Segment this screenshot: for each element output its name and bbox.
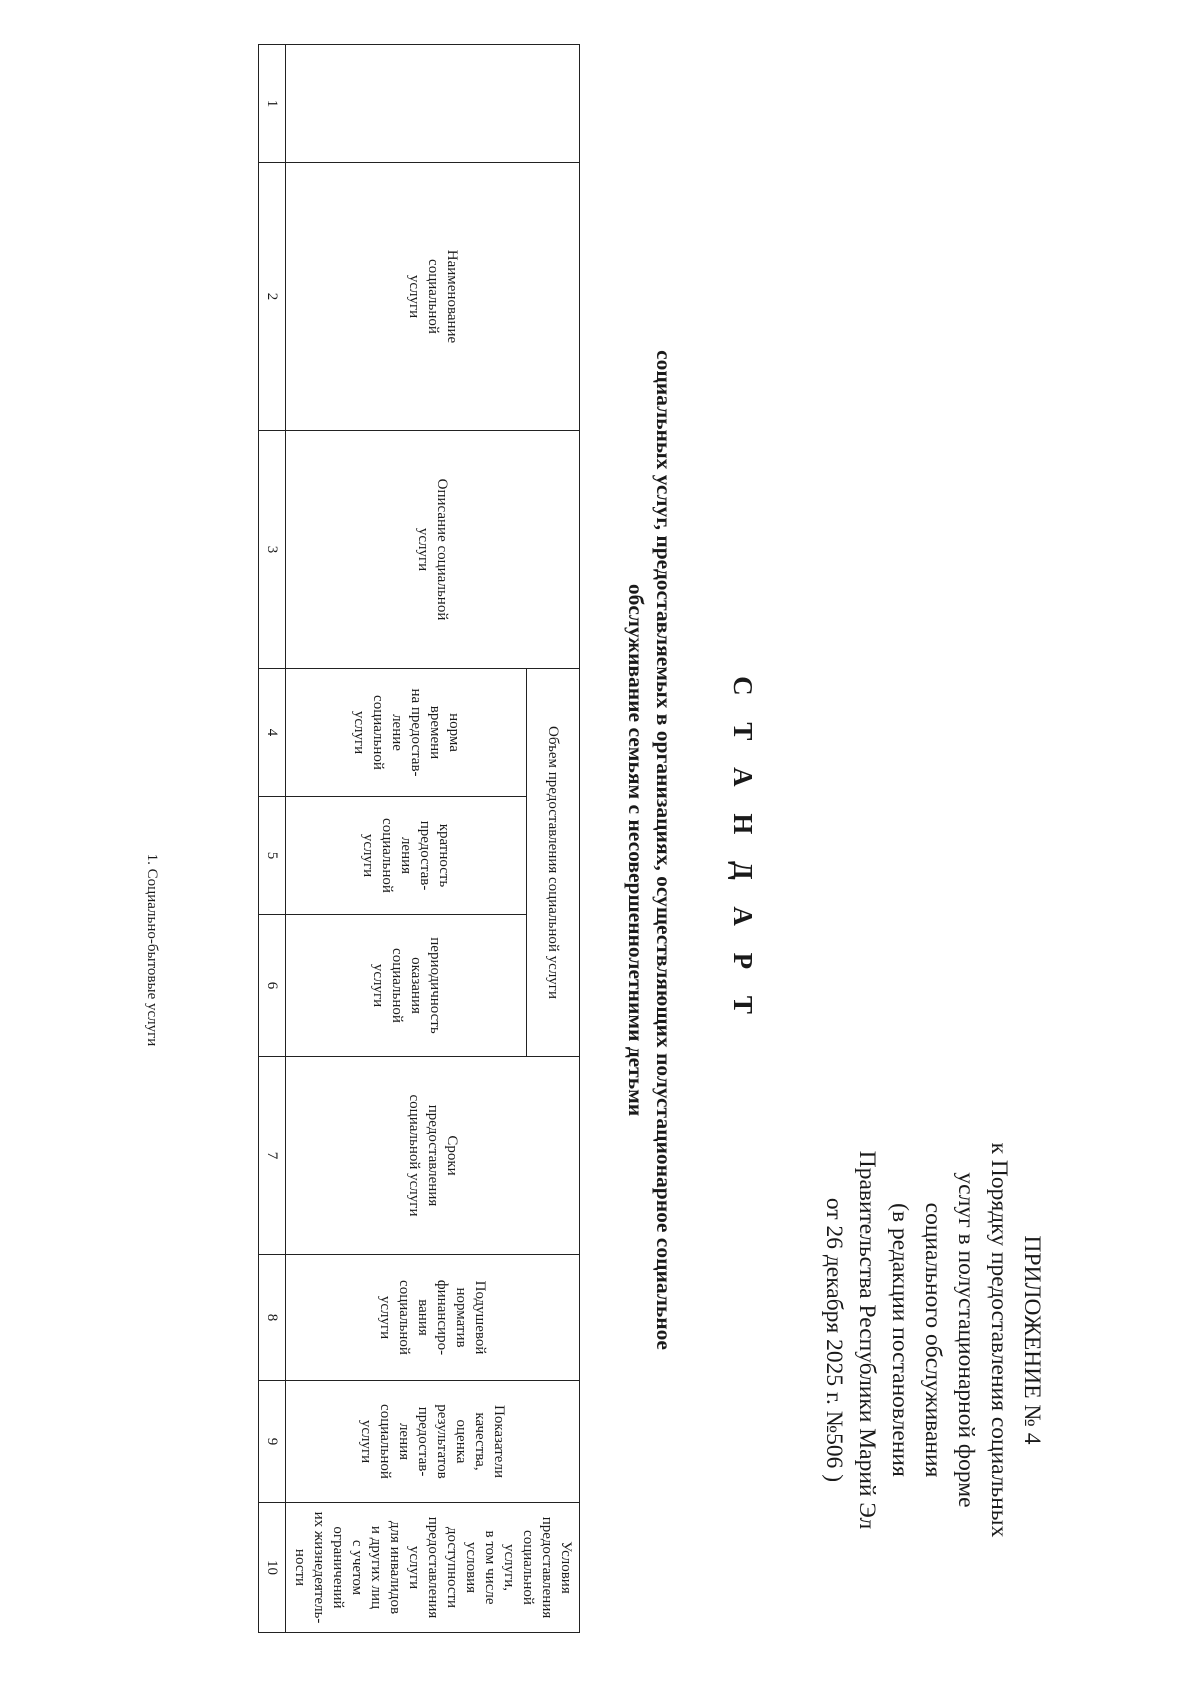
header-financing-norm <box>286 1255 580 1381</box>
header-line: ление <box>389 714 405 751</box>
header-provision-conditions <box>286 1503 580 1633</box>
appendix-line: услуг в полустационарной форме <box>953 1172 979 1508</box>
header-line: в том числе условия <box>463 1530 498 1605</box>
standard-table <box>258 44 580 1633</box>
header-col-1 <box>286 45 580 163</box>
appendix-line: к Порядку предоставления социальных <box>986 1142 1012 1538</box>
header-line: ности <box>292 1548 308 1587</box>
header-line: Условия <box>558 1541 574 1594</box>
header-line: норма <box>446 713 462 752</box>
column-number: 8 <box>259 1255 286 1381</box>
header-line: услуги <box>415 527 432 572</box>
appendix-line: Правительства Республики Марий Эл <box>854 1150 880 1530</box>
header-line: услуги <box>351 710 367 755</box>
column-number: 4 <box>259 669 286 797</box>
header-service-name <box>286 163 580 431</box>
header-line: оценка <box>453 1419 470 1464</box>
header-line: услуги <box>358 1419 375 1464</box>
header-line: Описание социальной <box>434 478 451 621</box>
header-line: социальной <box>379 818 396 893</box>
header-line: вания <box>415 1299 432 1336</box>
document-title: С Т А Н Д А Р Т <box>728 676 758 1024</box>
appendix-line: ПРИЛОЖЕНИЕ № 4 <box>1019 1235 1045 1445</box>
header-line: их жизнедеятель- <box>311 1511 327 1624</box>
header-line: Наименование <box>444 249 460 344</box>
appendix-line: социального обслуживания <box>920 1202 946 1478</box>
document-subtitle <box>622 40 678 1660</box>
header-line: с учетом <box>349 1539 365 1596</box>
column-number: 5 <box>259 797 286 915</box>
header-line: социальной <box>370 695 386 770</box>
column-number: 1 <box>259 45 286 163</box>
header-line: услуги <box>406 1545 422 1590</box>
header-line: оказания <box>408 957 424 1014</box>
column-number: 10 <box>259 1503 286 1633</box>
header-line: для инвалидов <box>387 1520 403 1615</box>
header-periodicity <box>286 915 527 1057</box>
appendix-line: от 26 декабря 2025 г. №506 ) <box>821 1197 847 1483</box>
section-caption: 1. Социально-бытовые услуги <box>144 853 160 1047</box>
header-multiplicity <box>286 797 527 915</box>
header-line: социальной <box>396 1280 413 1355</box>
header-line: ограничений <box>330 1526 346 1609</box>
header-line: ления <box>398 836 415 875</box>
appendix-line: (в редакции постановления <box>887 1203 913 1477</box>
column-number: 7 <box>259 1057 286 1255</box>
header-quality-indicators <box>286 1381 580 1503</box>
header-volume-group: Объем предоставления социальной услуги <box>527 669 580 1057</box>
column-number: 2 <box>259 163 286 431</box>
header-line: социальной услуги <box>406 1094 422 1217</box>
header-line: ления <box>396 1422 413 1461</box>
header-line: времени <box>427 705 443 760</box>
header-line: финансиро- <box>434 1279 451 1356</box>
header-line: услуги <box>360 833 377 878</box>
header-line: предоставления <box>539 1516 555 1619</box>
header-line: предоставления <box>425 1516 441 1619</box>
column-number: 3 <box>259 431 286 669</box>
header-line: услуги <box>370 963 386 1008</box>
column-number: 6 <box>259 915 286 1057</box>
header-time-norm <box>286 669 527 797</box>
header-service-description <box>286 431 580 669</box>
header-line: Показатели <box>491 1405 508 1478</box>
header-line: Подушевой <box>472 1280 489 1355</box>
header-line: социальной <box>377 1404 394 1479</box>
header-line: услуги <box>377 1295 394 1340</box>
header-line: результатов <box>434 1404 451 1479</box>
header-line: периодичность <box>427 937 443 1034</box>
header-line: социальной услуги, <box>501 1530 536 1605</box>
header-line: предостав- <box>415 1406 432 1477</box>
header-line: предоставления <box>425 1104 441 1207</box>
header-line: доступности <box>444 1526 460 1609</box>
header-line: предостав- <box>417 820 434 891</box>
header-line: и других лиц <box>368 1525 384 1610</box>
header-line: Сроки <box>444 1135 460 1176</box>
subtitle-line: социальных услуг, предоставляемых в организациях, осуществляющих полустационарное социальное <box>652 350 676 1350</box>
header-line: норматив <box>453 1287 470 1348</box>
column-number: 9 <box>259 1381 286 1503</box>
column-number-row <box>259 45 286 1633</box>
header-line: на предостав- <box>408 688 424 777</box>
header-line: услуги <box>406 274 422 319</box>
header-line: кратность <box>436 823 453 888</box>
appendix-heading <box>817 1060 1048 1620</box>
subtitle-line: обслуживание семьям с несовершеннолетними детьми <box>624 583 648 1117</box>
header-line: социальной <box>389 948 405 1023</box>
header-line: качества, <box>472 1412 489 1471</box>
header-provision-terms <box>286 1057 580 1255</box>
header-line: социальной <box>425 259 441 334</box>
